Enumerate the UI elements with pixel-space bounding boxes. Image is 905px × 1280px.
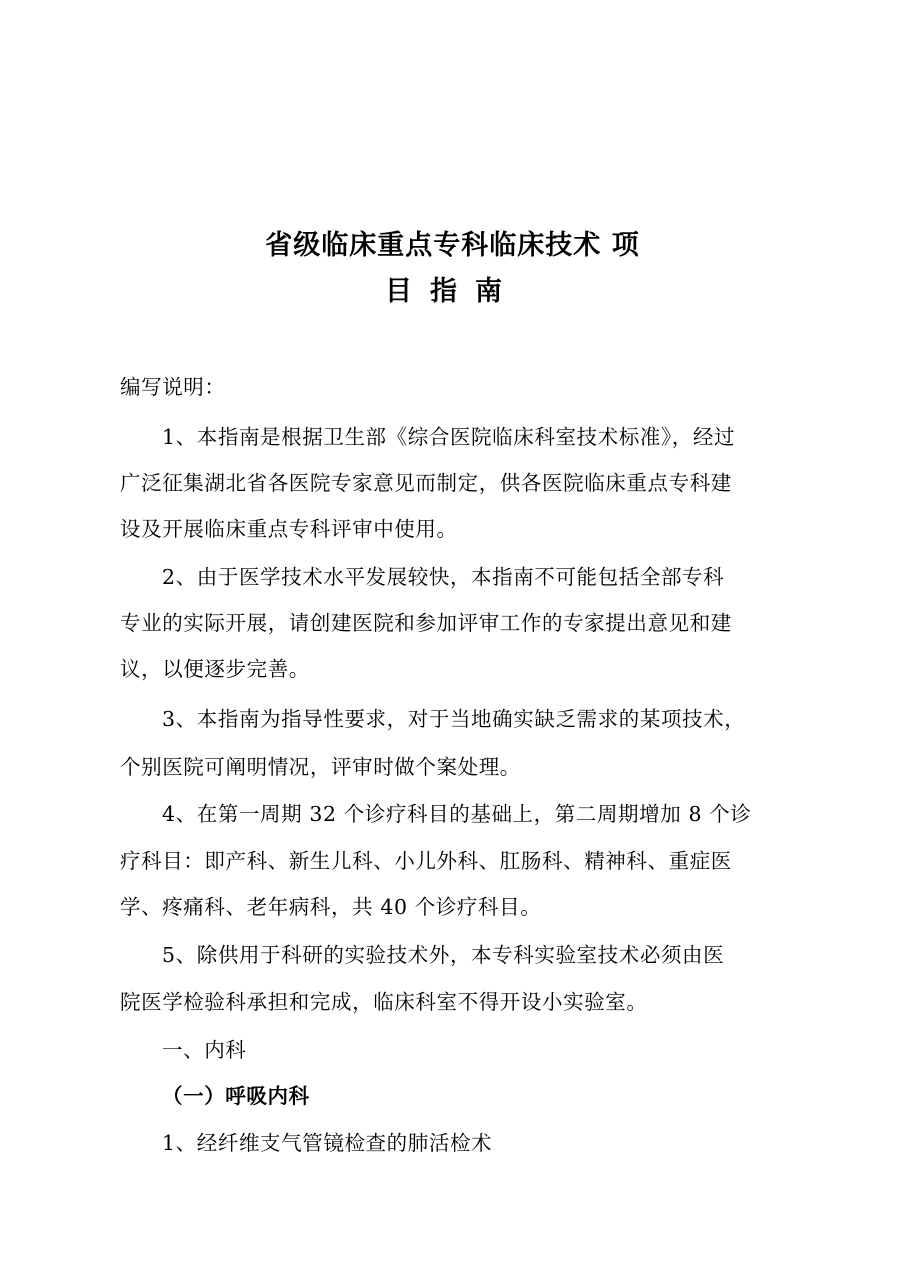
document-title-line-1: 省级临床重点专科临床技术 项	[265, 230, 640, 261]
paragraph-line: 院医学检验科承担和完成，临床科室不得开设小实验室。	[120, 990, 648, 1014]
paragraph-line: 3、本指南为指导性要求，对于当地确实缺乏需求的某项技术，	[162, 707, 746, 731]
section-heading: 一、内科	[162, 1038, 247, 1062]
list-item: 1、经纤维支气管镜检查的肺活检术	[162, 1131, 493, 1155]
paragraph-line: 专业的实际开展，请创建医院和参加评审工作的专家提出意见和建	[120, 611, 732, 635]
paragraph-line: 广泛征集湖北省各医院专家意见而制定，供各医院临床重点专科建	[120, 471, 732, 495]
paragraph-line: 5、除供用于科研的实验技术外，本专科实验室技术必须由医	[162, 943, 725, 967]
paragraph-line: 2、由于医学技术水平发展较快，本指南不可能包括全部专科	[162, 565, 725, 589]
document-title-line-2: 目指南	[385, 276, 520, 307]
subsection-heading: （一）呼吸内科	[162, 1084, 310, 1108]
paragraph-line: 学、疼痛科、老年病科，共 40 个诊疗科目。	[120, 895, 542, 919]
paragraph-line: 1、本指南是根据卫生部《综合医院临床科室技术标准》，经过	[162, 425, 736, 449]
intro-heading: 编写说明：	[120, 375, 226, 399]
paragraph-line: 个别医院可阐明情况，评审时做个案处理。	[120, 755, 521, 779]
paragraph-line: 议，以便逐步完善。	[120, 657, 310, 681]
paragraph-line: 疗科目：即产科、新生儿科、小儿外科、肛肠科、精神科、重症医	[120, 849, 732, 873]
paragraph-line: 设及开展临床重点专科评审中使用。	[120, 517, 458, 541]
paragraph-line: 4、在第一周期 32 个诊疗科目的基础上，第二周期增加 8 个诊	[162, 802, 752, 826]
